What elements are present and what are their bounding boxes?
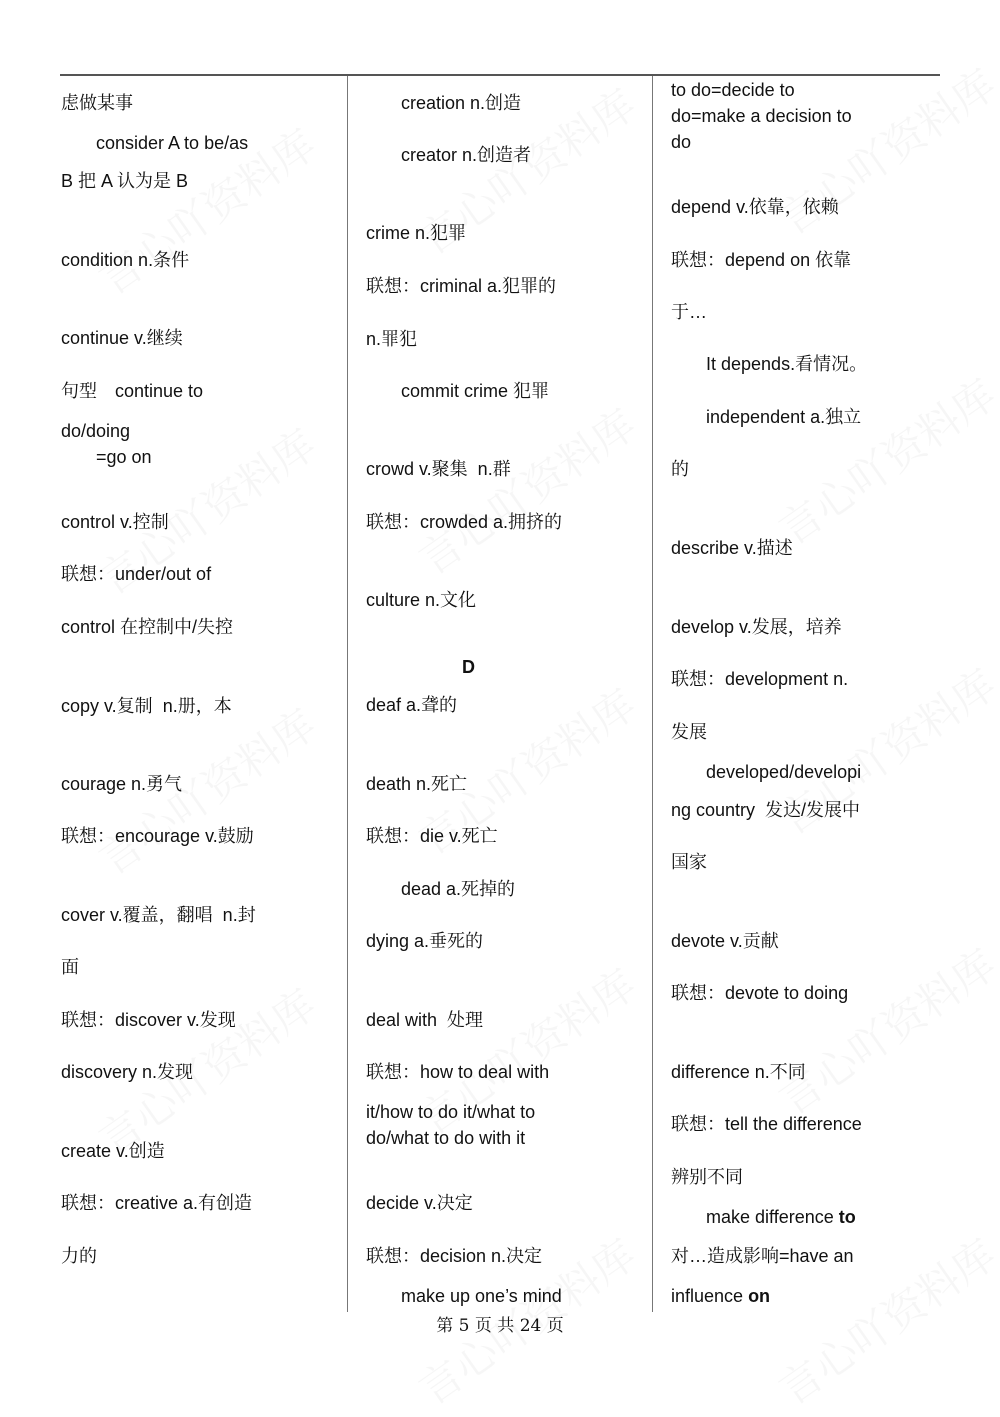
- vocab-line: [61, 249, 189, 271]
- line-text: control v.控制: [61, 512, 169, 532]
- vocab-line: [671, 249, 851, 271]
- line-text: crowd v.聚集 n.群: [366, 459, 511, 479]
- line-text: make up one’s mind: [401, 1286, 562, 1306]
- vocab-line: [61, 92, 133, 114]
- line-text: make difference: [706, 1207, 839, 1227]
- line-text: create v.创造: [61, 1141, 165, 1161]
- line-text: 联想：under/out of: [61, 564, 212, 584]
- line-text: 联想：development n.: [671, 669, 849, 689]
- vocab-line: [61, 420, 130, 442]
- vocab-line: [671, 301, 707, 323]
- line-text: discovery n.发现: [61, 1062, 194, 1082]
- line-text: B 把 A 认为是 B: [61, 171, 189, 191]
- line-text: 联想：discover v.发现: [61, 1010, 236, 1030]
- line-text: crime n.犯罪: [366, 223, 467, 243]
- vocab-line: [96, 132, 248, 154]
- vocab-line: [366, 1061, 549, 1083]
- line-text: consider A to be/as: [96, 133, 249, 153]
- line-text: decide v.决定: [366, 1193, 473, 1213]
- line-text: 联想：crowded a.拥挤的: [366, 512, 563, 532]
- vocab-line: [61, 616, 233, 638]
- vocab-line: [61, 1009, 236, 1031]
- vocab-line: [366, 328, 417, 350]
- line-text: difference n.不同: [671, 1062, 806, 1082]
- vocab-line: [61, 825, 254, 847]
- vocab-line: [61, 511, 169, 533]
- line-text: 句型 continue to: [61, 381, 204, 401]
- line-text: creation n.创造: [401, 93, 522, 113]
- vocab-line: [366, 222, 466, 244]
- line-text: 联想：how to deal with: [366, 1062, 550, 1082]
- line-text: do=make a decision to: [671, 106, 852, 126]
- vocab-line: [671, 851, 707, 873]
- vocab-line: [671, 131, 691, 153]
- watermark: [406, 393, 647, 587]
- vocab-line: [61, 956, 79, 978]
- vocab-line: [671, 982, 848, 1004]
- vocab-line: [401, 144, 531, 166]
- header-rule: [60, 74, 940, 76]
- line-text: D: [462, 657, 475, 677]
- line-text: 联想：devote to doing: [671, 983, 849, 1003]
- vocab-line: [366, 1192, 473, 1214]
- vocab-line: [366, 1101, 535, 1123]
- vocab-line: [61, 695, 232, 717]
- line-text: 发展: [671, 722, 707, 742]
- vocab-line: [671, 1285, 770, 1307]
- vocab-line: [401, 380, 549, 402]
- vocab-line: [671, 721, 707, 743]
- vocab-line: [366, 930, 483, 952]
- vocab-line: [61, 904, 256, 926]
- vocab-line: [671, 1245, 854, 1267]
- vocab-line: [366, 275, 556, 297]
- vocab-line: [706, 761, 861, 783]
- line-text: 面: [61, 957, 79, 977]
- column-divider: [652, 76, 653, 1312]
- line-text: deal with 处理: [366, 1010, 484, 1030]
- vocab-line: [401, 878, 515, 900]
- vocab-line: [401, 92, 521, 114]
- vocab-line: [366, 458, 511, 480]
- line-text: 力的: [61, 1246, 97, 1266]
- line-text: n.罪犯: [366, 329, 418, 349]
- line-text: culture n.文化: [366, 590, 477, 610]
- vocab-line: [61, 1140, 165, 1162]
- vocab-line: [671, 1061, 806, 1083]
- line-text: condition n.条件: [61, 250, 190, 270]
- line-text: cover v.覆盖，翻唱 n.封: [61, 905, 256, 925]
- line-text: 虑做某事: [61, 93, 133, 113]
- line-text: 联想：depend on 依靠: [671, 250, 852, 270]
- bold-text: to: [838, 1207, 856, 1227]
- vocab-line: [671, 799, 860, 821]
- line-text: do: [671, 132, 692, 152]
- vocab-line: [671, 930, 779, 952]
- vocab-line: [61, 1245, 97, 1267]
- line-text: to do=decide to: [671, 80, 795, 100]
- vocab-line: [366, 1245, 542, 1267]
- vocab-line: [671, 616, 842, 638]
- line-text: 联想：criminal a.犯罪的: [366, 276, 557, 296]
- line-text: 联想：decision n.决定: [366, 1246, 543, 1266]
- line-text: depend v.依靠，依赖: [671, 197, 839, 217]
- vocab-line: [366, 773, 467, 795]
- line-text: deaf a.聋的: [366, 695, 458, 715]
- bold-text: on: [748, 1286, 771, 1306]
- vocab-line: [366, 589, 476, 611]
- vocab-line: [96, 446, 152, 468]
- line-text: do/doing: [61, 421, 131, 441]
- line-text: 联想：encourage v.鼓励: [61, 826, 254, 846]
- line-text: creator n.创造者: [401, 145, 532, 165]
- vocab-line: [61, 1061, 193, 1083]
- vocab-line: [706, 353, 867, 375]
- watermark: [766, 363, 1000, 557]
- vocab-line: [366, 1009, 483, 1031]
- vocab-line: [671, 105, 852, 127]
- vocab-line: [61, 327, 183, 349]
- line-text: devote v.贡献: [671, 931, 779, 951]
- vocab-line: [671, 1166, 743, 1188]
- vocab-line: [366, 511, 562, 533]
- vocab-line: [671, 458, 689, 480]
- page-footer: 第 5 页 共 24 页: [436, 1316, 564, 1336]
- column-divider: [347, 76, 348, 1312]
- line-text: developed/developi: [706, 762, 862, 782]
- line-text: 联想：creative a.有创造: [61, 1193, 253, 1213]
- vocab-line: [61, 773, 182, 795]
- line-text: death n.死亡: [366, 774, 468, 794]
- vocab-line: [366, 1127, 525, 1149]
- vocab-line: [61, 380, 203, 402]
- vocab-line: [61, 563, 211, 585]
- vocab-line: [366, 825, 498, 847]
- line-text: develop v.发展，培养: [671, 617, 842, 637]
- vocab-line: [671, 668, 848, 690]
- line-text: copy v.复制 n.册，本: [61, 696, 232, 716]
- line-text: dead a.死掉的: [401, 879, 516, 899]
- line-text: 联想：die v.死亡: [366, 826, 498, 846]
- line-text: 于…: [671, 302, 707, 322]
- line-text: ng country 发达/发展中: [671, 800, 861, 820]
- vocab-line: [706, 406, 861, 428]
- vocab-line: [706, 1206, 856, 1228]
- vocab-line: [366, 694, 457, 716]
- vocab-line: [671, 1113, 862, 1135]
- line-text: it/how to do it/what to: [366, 1102, 536, 1122]
- line-text: courage n.勇气: [61, 774, 183, 794]
- line-text: control 在控制中/失控: [61, 617, 234, 637]
- section-heading: [462, 656, 475, 678]
- line-text: dying a.垂死的: [366, 931, 484, 951]
- vocab-line: [61, 1192, 252, 1214]
- line-text: 联想：tell the difference: [671, 1114, 862, 1134]
- line-text: influence: [671, 1286, 749, 1306]
- vocab-line: [671, 79, 795, 101]
- line-text: It depends.看情况。: [706, 354, 868, 374]
- line-text: continue v.继续: [61, 328, 183, 348]
- line-text: independent a.独立: [706, 407, 862, 427]
- line-text: 的: [671, 459, 689, 479]
- line-text: =go on: [96, 447, 152, 467]
- line-text: 对…造成影响=have an: [671, 1246, 854, 1266]
- watermark: [766, 933, 1000, 1127]
- vocab-line: [401, 1285, 562, 1307]
- line-text: 国家: [671, 852, 707, 872]
- vocab-line: [671, 196, 839, 218]
- line-text: describe v.描述: [671, 538, 793, 558]
- vocab-line: [61, 170, 188, 192]
- line-text: commit crime 犯罪: [401, 381, 549, 401]
- line-text: 辨别不同: [671, 1167, 743, 1187]
- line-text: do/what to do with it: [366, 1128, 526, 1148]
- vocab-line: [671, 537, 793, 559]
